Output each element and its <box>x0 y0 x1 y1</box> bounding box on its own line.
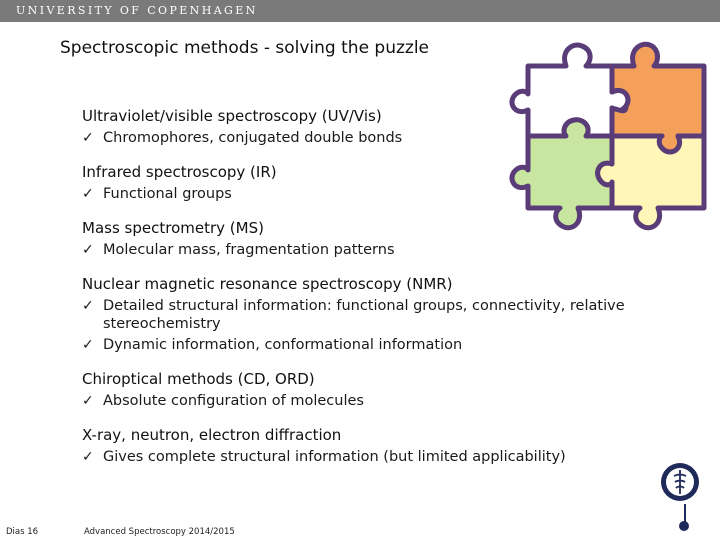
university-name: UNIVERSITY OF COPENHAGEN <box>16 4 258 17</box>
section-chiroptical <box>82 370 642 410</box>
method-list <box>82 107 642 482</box>
course-name: Advanced Spectroscopy 2014/2015 <box>84 527 235 537</box>
section-diffraction <box>82 426 642 466</box>
check-icon: ✓ <box>82 298 94 314</box>
section-title: Infrared spectroscopy (IR) <box>82 163 277 181</box>
university-seal-icon <box>660 462 700 502</box>
check-icon: ✓ <box>82 393 94 409</box>
section-title: Chiroptical methods (CD, ORD) <box>82 370 315 388</box>
list-item <box>82 297 642 333</box>
item-text: Chromophores, conjugated double bonds <box>103 130 403 146</box>
slide-number: Dias 16 <box>6 527 39 537</box>
section-title: Nuclear magnetic resonance spectroscopy (NMR) <box>82 275 453 293</box>
check-icon: ✓ <box>82 242 94 258</box>
item-text: Gives complete structural information (but limited applicability) <box>103 449 566 465</box>
list-item <box>82 448 642 466</box>
list-item <box>82 241 642 259</box>
check-icon: ✓ <box>82 337 94 353</box>
check-icon: ✓ <box>82 130 94 146</box>
slide-title: Spectroscopic methods - solving the puzzle <box>60 38 430 58</box>
section-title: Ultraviolet/visible spectroscopy (UV/Vis) <box>82 107 382 125</box>
footer-dot <box>679 521 689 531</box>
list-item <box>82 129 642 147</box>
list-item <box>82 336 642 354</box>
section-uv-vis <box>82 107 642 147</box>
section-title: X-ray, neutron, electron diffraction <box>82 426 342 444</box>
section-nmr <box>82 275 642 354</box>
section-ms <box>82 219 642 259</box>
item-text: Detailed structural information: functional groups, connectivity, relative stereochemistry <box>103 298 625 332</box>
list-item <box>82 392 642 410</box>
header-bar <box>0 0 720 22</box>
footer-rule <box>684 504 686 522</box>
item-text: Dynamic information, conformational information <box>103 337 463 353</box>
item-text: Functional groups <box>103 186 232 202</box>
item-text: Molecular mass, fragmentation patterns <box>103 242 395 258</box>
item-text: Absolute configuration of molecules <box>103 393 364 409</box>
check-icon: ✓ <box>82 186 94 202</box>
check-icon: ✓ <box>82 449 94 465</box>
section-ir <box>82 163 642 203</box>
list-item <box>82 185 642 203</box>
section-title: Mass spectrometry (MS) <box>82 219 264 237</box>
